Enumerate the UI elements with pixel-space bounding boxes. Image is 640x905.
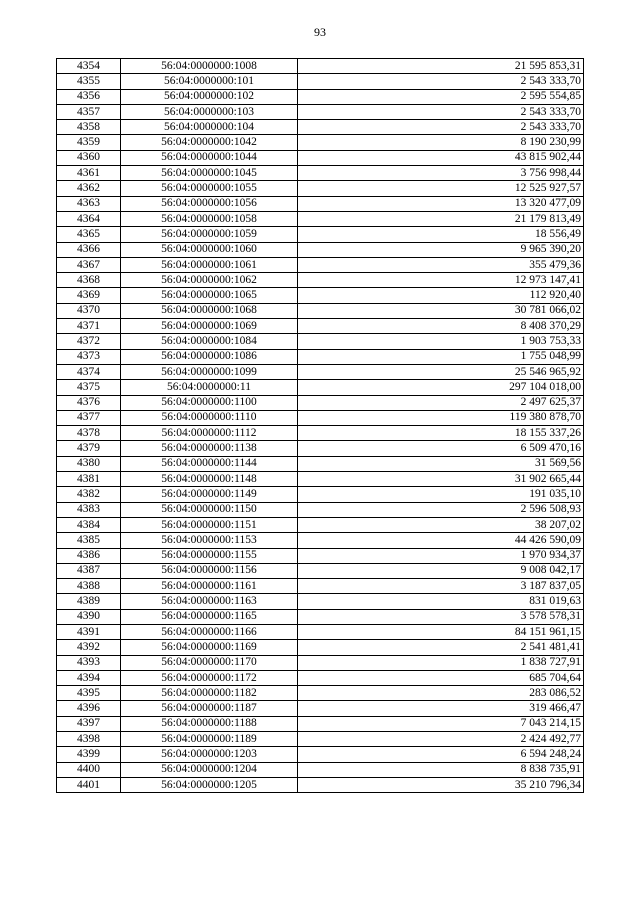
cadastral-value-cell: 38 207,02 xyxy=(298,517,584,532)
cadastral-value-cell: 1 838 727,91 xyxy=(298,655,584,670)
cadastral-number-cell: 56:04:0000000:1165 xyxy=(121,609,298,624)
cadastral-value-cell: 3 578 578,31 xyxy=(298,609,584,624)
cadastral-value-cell: 2 595 554,85 xyxy=(298,89,584,104)
row-number-cell: 4387 xyxy=(57,563,121,578)
cadastral-value-cell: 21 595 853,31 xyxy=(298,59,584,74)
cadastral-number-cell: 56:04:0000000:1060 xyxy=(121,242,298,257)
table-row xyxy=(57,747,584,762)
table-row xyxy=(57,227,584,242)
cadastral-value-cell: 1 970 934,37 xyxy=(298,548,584,563)
cadastral-number-cell: 56:04:0000000:1204 xyxy=(121,762,298,777)
row-number-cell: 4368 xyxy=(57,273,121,288)
row-number-cell: 4399 xyxy=(57,747,121,762)
cadastral-value-cell: 119 380 878,70 xyxy=(298,410,584,425)
table-row xyxy=(57,166,584,181)
row-number-cell: 4390 xyxy=(57,609,121,624)
cadastral-value-cell: 2 497 625,37 xyxy=(298,395,584,410)
row-number-cell: 4354 xyxy=(57,59,121,74)
row-number-cell: 4376 xyxy=(57,395,121,410)
row-number-cell: 4377 xyxy=(57,410,121,425)
cadastral-number-cell: 56:04:0000000:1189 xyxy=(121,732,298,747)
table-row xyxy=(57,533,584,548)
table-row xyxy=(57,89,584,104)
row-number-cell: 4400 xyxy=(57,762,121,777)
table-row xyxy=(57,517,584,532)
cadastral-number-cell: 56:04:0000000:1170 xyxy=(121,655,298,670)
cadastral-number-cell: 56:04:0000000:1059 xyxy=(121,227,298,242)
table-body xyxy=(57,59,584,793)
table-row xyxy=(57,364,584,379)
cadastral-number-cell: 56:04:0000000:101 xyxy=(121,74,298,89)
cadastral-number-cell: 56:04:0000000:1112 xyxy=(121,426,298,441)
cadastral-value-cell: 6 509 470,16 xyxy=(298,441,584,456)
table-row xyxy=(57,624,584,639)
page-number: 93 xyxy=(314,25,326,39)
row-number-cell: 4398 xyxy=(57,732,121,747)
cadastral-value-cell: 319 466,47 xyxy=(298,701,584,716)
row-number-cell: 4393 xyxy=(57,655,121,670)
cadastral-value-cell: 2 543 333,70 xyxy=(298,120,584,135)
row-number-cell: 4373 xyxy=(57,349,121,364)
cadastral-value-cell: 84 151 961,15 xyxy=(298,624,584,639)
cadastral-value-cell: 8 408 370,29 xyxy=(298,319,584,334)
cadastral-value-cell: 112 920,40 xyxy=(298,288,584,303)
cadastral-value-cell: 2 596 508,93 xyxy=(298,502,584,517)
row-number-cell: 4381 xyxy=(57,472,121,487)
row-number-cell: 4401 xyxy=(57,777,121,792)
row-number-cell: 4397 xyxy=(57,716,121,731)
cadastral-number-cell: 56:04:0000000:1045 xyxy=(121,166,298,181)
cadastral-value-cell: 30 781 066,02 xyxy=(298,303,584,318)
table-row xyxy=(57,594,584,609)
cadastral-number-cell: 56:04:0000000:1153 xyxy=(121,533,298,548)
table-row xyxy=(57,273,584,288)
table-row xyxy=(57,701,584,716)
row-number-cell: 4374 xyxy=(57,364,121,379)
cadastral-number-cell: 56:04:0000000:1008 xyxy=(121,59,298,74)
cadastral-number-cell: 56:04:0000000:1203 xyxy=(121,747,298,762)
cadastral-value-cell: 35 210 796,34 xyxy=(298,777,584,792)
cadastral-value-cell: 3 756 998,44 xyxy=(298,166,584,181)
table-row xyxy=(57,319,584,334)
cadastral-value-cell: 283 086,52 xyxy=(298,686,584,701)
row-number-cell: 4359 xyxy=(57,135,121,150)
cadastral-value-cell: 43 815 902,44 xyxy=(298,150,584,165)
row-number-cell: 4360 xyxy=(57,150,121,165)
table-row xyxy=(57,288,584,303)
table-row xyxy=(57,410,584,425)
cadastral-value-cell: 2 543 333,70 xyxy=(298,74,584,89)
cadastral-number-cell: 56:04:0000000:1144 xyxy=(121,456,298,471)
row-number-cell: 4366 xyxy=(57,242,121,257)
table-row xyxy=(57,670,584,685)
table-row xyxy=(57,762,584,777)
cadastral-number-cell: 56:04:0000000:1205 xyxy=(121,777,298,792)
table-row xyxy=(57,135,584,150)
row-number-cell: 4356 xyxy=(57,89,121,104)
cadastral-value-cell: 12 973 147,41 xyxy=(298,273,584,288)
table-row xyxy=(57,777,584,792)
row-number-cell: 4372 xyxy=(57,334,121,349)
cadastral-number-cell: 56:04:0000000:1138 xyxy=(121,441,298,456)
table-row xyxy=(57,655,584,670)
cadastral-number-cell: 56:04:0000000:1151 xyxy=(121,517,298,532)
row-number-cell: 4365 xyxy=(57,227,121,242)
table-row xyxy=(57,426,584,441)
table-row xyxy=(57,579,584,594)
row-number-cell: 4388 xyxy=(57,579,121,594)
cadastral-value-cell: 25 546 965,92 xyxy=(298,364,584,379)
table-row xyxy=(57,257,584,272)
cadastral-number-cell: 56:04:0000000:1169 xyxy=(121,640,298,655)
cadastral-number-cell: 56:04:0000000:1069 xyxy=(121,319,298,334)
cadastral-value-cell: 8 838 735,91 xyxy=(298,762,584,777)
cadastral-value-table xyxy=(56,58,584,793)
cadastral-number-cell: 56:04:0000000:1086 xyxy=(121,349,298,364)
table-row xyxy=(57,74,584,89)
cadastral-number-cell: 56:04:0000000:104 xyxy=(121,120,298,135)
row-number-cell: 4362 xyxy=(57,181,121,196)
table-row xyxy=(57,686,584,701)
cadastral-number-cell: 56:04:0000000:1188 xyxy=(121,716,298,731)
table-row xyxy=(57,563,584,578)
table-row xyxy=(57,380,584,395)
table-row xyxy=(57,303,584,318)
cadastral-value-cell: 44 426 590,09 xyxy=(298,533,584,548)
row-number-cell: 4395 xyxy=(57,686,121,701)
cadastral-value-cell: 1 755 048,99 xyxy=(298,349,584,364)
cadastral-number-cell: 56:04:0000000:1166 xyxy=(121,624,298,639)
cadastral-value-cell: 18 556,49 xyxy=(298,227,584,242)
cadastral-value-cell: 21 179 813,49 xyxy=(298,211,584,226)
table-row xyxy=(57,150,584,165)
table-row xyxy=(57,487,584,502)
cadastral-number-cell: 56:04:0000000:1110 xyxy=(121,410,298,425)
cadastral-number-cell: 56:04:0000000:1155 xyxy=(121,548,298,563)
table-row xyxy=(57,609,584,624)
table-row xyxy=(57,211,584,226)
cadastral-value-cell: 7 043 214,15 xyxy=(298,716,584,731)
cadastral-value-cell: 2 543 333,70 xyxy=(298,104,584,119)
cadastral-value-cell: 31 569,56 xyxy=(298,456,584,471)
cadastral-number-cell: 56:04:0000000:1187 xyxy=(121,701,298,716)
cadastral-value-cell: 1 903 753,33 xyxy=(298,334,584,349)
table-row xyxy=(57,334,584,349)
row-number-cell: 4384 xyxy=(57,517,121,532)
row-number-cell: 4357 xyxy=(57,104,121,119)
row-number-cell: 4370 xyxy=(57,303,121,318)
cadastral-value-cell: 297 104 018,00 xyxy=(298,380,584,395)
cadastral-value-cell: 2 541 481,41 xyxy=(298,640,584,655)
cadastral-number-cell: 56:04:0000000:1056 xyxy=(121,196,298,211)
row-number-cell: 4371 xyxy=(57,319,121,334)
row-number-cell: 4378 xyxy=(57,426,121,441)
cadastral-number-cell: 56:04:0000000:1061 xyxy=(121,257,298,272)
cadastral-number-cell: 56:04:0000000:1148 xyxy=(121,472,298,487)
cadastral-number-cell: 56:04:0000000:1068 xyxy=(121,303,298,318)
cadastral-number-cell: 56:04:0000000:1065 xyxy=(121,288,298,303)
row-number-cell: 4369 xyxy=(57,288,121,303)
cadastral-value-cell: 13 320 477,09 xyxy=(298,196,584,211)
cadastral-number-cell: 56:04:0000000:1161 xyxy=(121,579,298,594)
row-number-cell: 4394 xyxy=(57,670,121,685)
cadastral-number-cell: 56:04:0000000:1044 xyxy=(121,150,298,165)
cadastral-number-cell: 56:04:0000000:1084 xyxy=(121,334,298,349)
table-row xyxy=(57,732,584,747)
table-row xyxy=(57,196,584,211)
cadastral-number-cell: 56:04:0000000:103 xyxy=(121,104,298,119)
row-number-cell: 4379 xyxy=(57,441,121,456)
cadastral-number-cell: 56:04:0000000:11 xyxy=(121,380,298,395)
cadastral-number-cell: 56:04:0000000:1042 xyxy=(121,135,298,150)
cadastral-number-cell: 56:04:0000000:1163 xyxy=(121,594,298,609)
cadastral-value-cell: 8 190 230,99 xyxy=(298,135,584,150)
row-number-cell: 4355 xyxy=(57,74,121,89)
cadastral-number-cell: 56:04:0000000:1149 xyxy=(121,487,298,502)
cadastral-number-cell: 56:04:0000000:1172 xyxy=(121,670,298,685)
cadastral-number-cell: 56:04:0000000:1099 xyxy=(121,364,298,379)
cadastral-number-cell: 56:04:0000000:102 xyxy=(121,89,298,104)
table-row xyxy=(57,716,584,731)
cadastral-number-cell: 56:04:0000000:1055 xyxy=(121,181,298,196)
table-row xyxy=(57,349,584,364)
table-row xyxy=(57,181,584,196)
row-number-cell: 4391 xyxy=(57,624,121,639)
row-number-cell: 4380 xyxy=(57,456,121,471)
cadastral-value-cell: 191 035,10 xyxy=(298,487,584,502)
row-number-cell: 4396 xyxy=(57,701,121,716)
row-number-cell: 4367 xyxy=(57,257,121,272)
cadastral-number-cell: 56:04:0000000:1062 xyxy=(121,273,298,288)
table-row xyxy=(57,441,584,456)
row-number-cell: 4364 xyxy=(57,211,121,226)
table-row xyxy=(57,548,584,563)
row-number-cell: 4363 xyxy=(57,196,121,211)
table-row xyxy=(57,242,584,257)
row-number-cell: 4386 xyxy=(57,548,121,563)
table-row xyxy=(57,472,584,487)
row-number-cell: 4385 xyxy=(57,533,121,548)
cadastral-value-cell: 9 965 390,20 xyxy=(298,242,584,257)
cadastral-value-cell: 18 155 337,26 xyxy=(298,426,584,441)
table-row xyxy=(57,502,584,517)
cadastral-number-cell: 56:04:0000000:1058 xyxy=(121,211,298,226)
cadastral-number-cell: 56:04:0000000:1156 xyxy=(121,563,298,578)
table-row xyxy=(57,104,584,119)
row-number-cell: 4392 xyxy=(57,640,121,655)
cadastral-value-cell: 9 008 042,17 xyxy=(298,563,584,578)
row-number-cell: 4382 xyxy=(57,487,121,502)
cadastral-number-cell: 56:04:0000000:1182 xyxy=(121,686,298,701)
row-number-cell: 4383 xyxy=(57,502,121,517)
table-row xyxy=(57,640,584,655)
cadastral-value-cell: 831 019,63 xyxy=(298,594,584,609)
cadastral-value-cell: 355 479,36 xyxy=(298,257,584,272)
row-number-cell: 4358 xyxy=(57,120,121,135)
cadastral-value-cell: 12 525 927,57 xyxy=(298,181,584,196)
row-number-cell: 4361 xyxy=(57,166,121,181)
table-row xyxy=(57,395,584,410)
cadastral-value-cell: 2 424 492,77 xyxy=(298,732,584,747)
table-row xyxy=(57,120,584,135)
cadastral-value-cell: 6 594 248,24 xyxy=(298,747,584,762)
cadastral-value-cell: 685 704,64 xyxy=(298,670,584,685)
table-row xyxy=(57,59,584,74)
row-number-cell: 4389 xyxy=(57,594,121,609)
cadastral-value-cell: 31 902 665,44 xyxy=(298,472,584,487)
cadastral-number-cell: 56:04:0000000:1100 xyxy=(121,395,298,410)
cadastral-number-cell: 56:04:0000000:1150 xyxy=(121,502,298,517)
cadastral-value-cell: 3 187 837,05 xyxy=(298,579,584,594)
table-row xyxy=(57,456,584,471)
row-number-cell: 4375 xyxy=(57,380,121,395)
